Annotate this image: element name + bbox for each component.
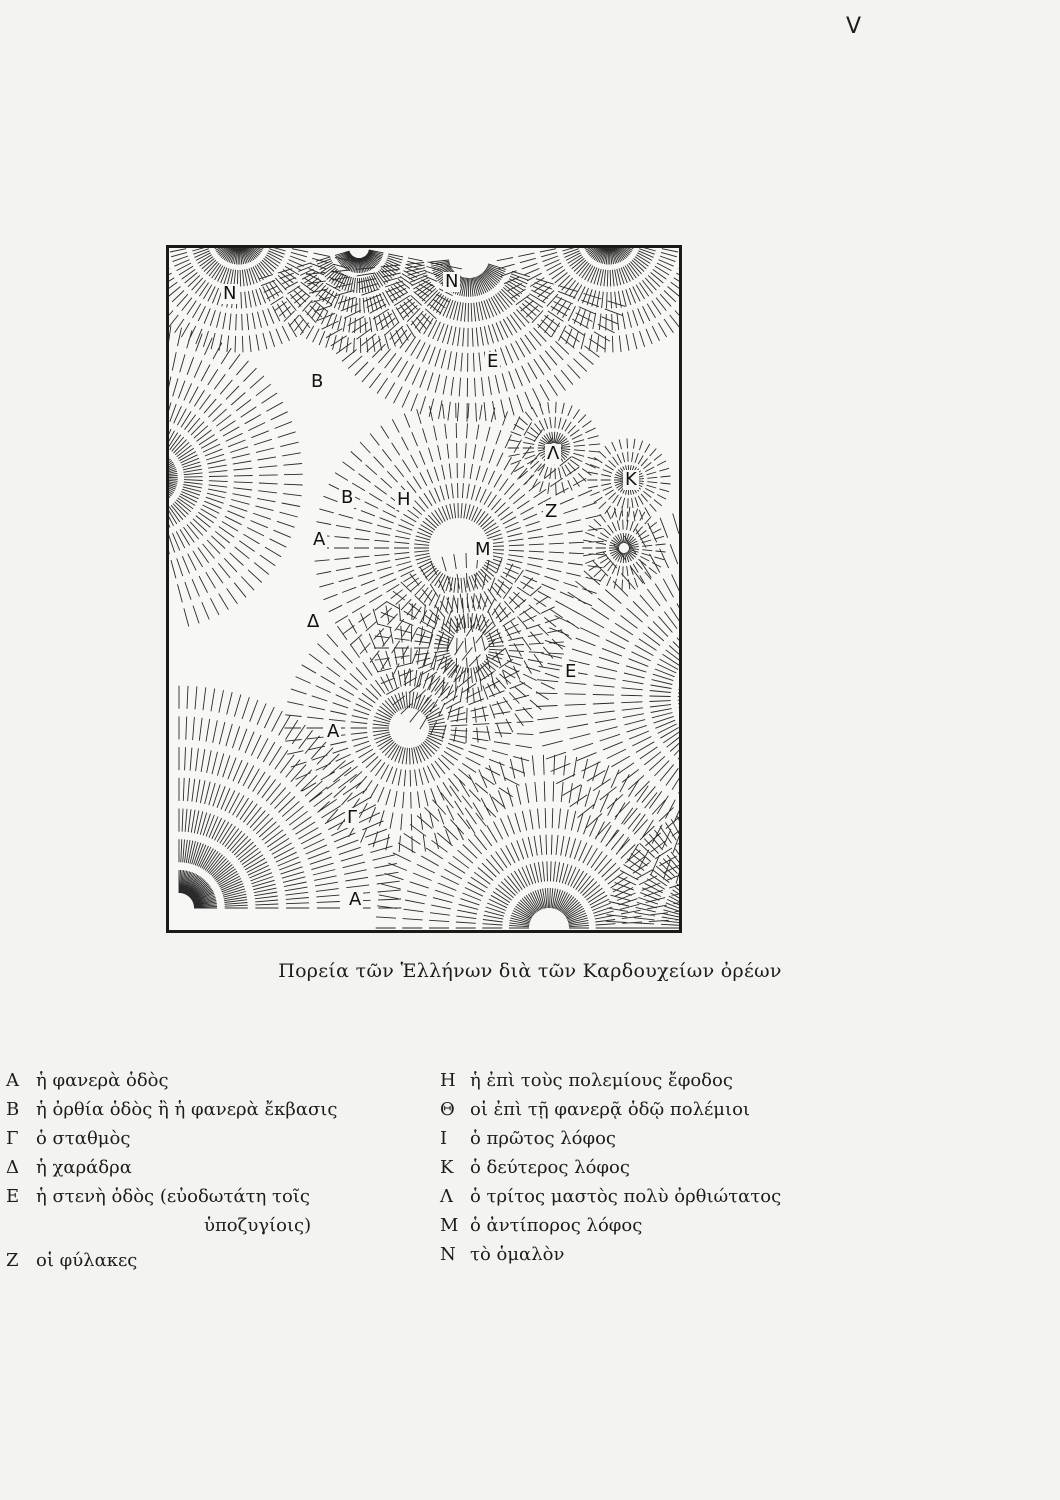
legend-key: Λ [440, 1186, 453, 1207]
map-label-e-right: Ε [565, 661, 577, 682]
legend-text: τὸ ὁμαλὸν [470, 1244, 565, 1265]
map-label-e-top: Ε [487, 351, 499, 372]
hachure-relief [169, 248, 679, 930]
legend-text: οἱ φύλακες [36, 1250, 138, 1271]
legend-key: Θ [440, 1099, 455, 1120]
legend-key: Η [440, 1070, 456, 1091]
legend-item [440, 1153, 880, 1182]
map-label-k: Κ [625, 469, 637, 490]
map [166, 245, 682, 933]
legend-item [440, 1095, 880, 1124]
legend-text: ἡ ἐπὶ τοὺς πολεμίους ἔφοδος [470, 1070, 733, 1091]
map-label-m: Μ [475, 539, 491, 560]
legend-item [6, 1153, 426, 1182]
legend-text: ἡ φανερὰ ὁδὸς [36, 1070, 169, 1091]
map-label-b-top: Β [311, 371, 324, 392]
map-label-delta: Δ [307, 611, 320, 632]
map-label-z: Ζ [545, 501, 558, 522]
map-label-lambda: Λ [547, 443, 560, 464]
legend-key: Δ [6, 1157, 19, 1178]
map-label-gamma: Γ [347, 807, 358, 828]
legend-item-continuation [6, 1211, 426, 1240]
legend-right [440, 1066, 880, 1269]
legend-item [6, 1182, 426, 1211]
legend-text: ὁ τρίτος μαστὸς πολὺ ὀρθιώτατος [470, 1186, 782, 1207]
legend-item [440, 1211, 880, 1240]
legend-text: ὁ ἀντίπορος λόφος [470, 1215, 643, 1236]
map-label-n-right: Ν [445, 271, 459, 292]
map-label-b-mid: Β [341, 487, 354, 508]
map-label-a-mid: Α [313, 529, 326, 550]
map-caption: Πορεία τῶν Ἑλλήνων διὰ τῶν Καρδουχείων ὀρέων [278, 960, 782, 982]
legend-key: Ν [440, 1244, 456, 1265]
legend-key: Ι [440, 1128, 448, 1149]
page-marker: V [846, 14, 862, 39]
legend-key: Α [6, 1070, 19, 1091]
legend-item [6, 1124, 426, 1153]
legend-text: ἡ στενὴ ὁδὸς (εὐοδωτάτη τοῖς [36, 1186, 310, 1207]
map-label-a-bottom: Α [349, 889, 362, 910]
map-label-a-low: Α [327, 721, 340, 742]
map-label-n-left: Ν [223, 283, 237, 304]
legend-key: Μ [440, 1215, 459, 1236]
legend-text: ὁ δεύτερος λόφος [470, 1157, 630, 1178]
legend-item [440, 1066, 880, 1095]
legend-key: Β [6, 1099, 20, 1120]
legend-text: ἡ χαράδρα [36, 1157, 132, 1178]
legend-text: οἱ ἐπὶ τῇ φανερᾷ ὁδῷ πολέμιοι [470, 1099, 750, 1120]
legend-left [6, 1066, 426, 1275]
legend-text: ὁ πρῶτος λόφος [470, 1128, 617, 1149]
legend-key: Ζ [6, 1250, 19, 1271]
legend-text: ὁ σταθμὸς [36, 1128, 131, 1149]
hachure-lines [169, 248, 679, 928]
legend-text: ὑποζυγίοις) [204, 1215, 312, 1236]
legend-key: Γ [6, 1128, 19, 1149]
legend-item [440, 1124, 880, 1153]
legend-key: Κ [440, 1157, 454, 1178]
legend-item [440, 1182, 880, 1211]
legend-key: Ε [6, 1186, 20, 1207]
map-label-eta: Η [397, 489, 411, 510]
legend-text: ἡ ὀρθία ὁδὸς ἢ ἡ φανερὰ ἔκβασις [36, 1099, 338, 1120]
legend-item [6, 1066, 426, 1095]
legend-item [440, 1240, 880, 1269]
legend-item [6, 1246, 426, 1275]
legend-item [6, 1095, 426, 1124]
